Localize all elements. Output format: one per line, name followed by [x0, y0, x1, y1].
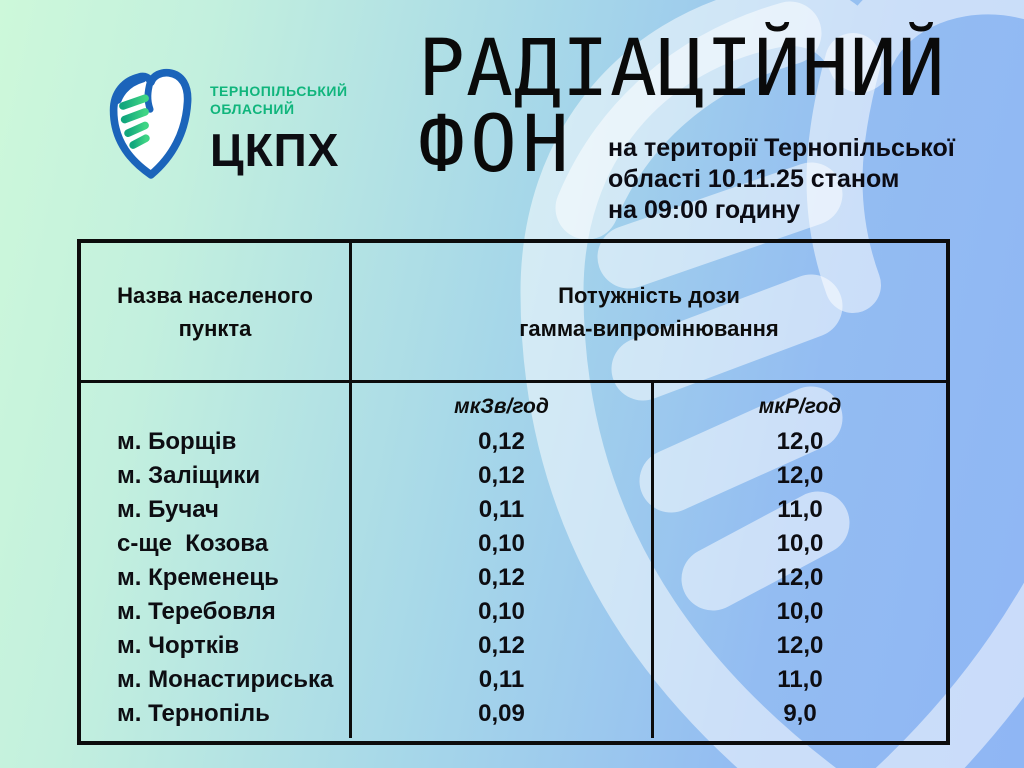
org-name-line2: ОБЛАСНИЙ — [210, 101, 295, 117]
ur-value: 12,0 — [776, 428, 824, 455]
city-name: м. Монастириська — [117, 666, 334, 693]
usv-value: 0,10 — [478, 530, 525, 557]
city-column-header — [81, 243, 352, 380]
org-logo — [100, 66, 348, 185]
page-subtitle — [608, 133, 955, 226]
dose-column-header — [352, 243, 946, 380]
org-logo-shield-icon — [100, 66, 202, 185]
city-name: м. Заліщики — [117, 462, 261, 489]
usv-value: 0,12 — [478, 632, 525, 659]
city-name: м. Чортків — [117, 632, 240, 659]
usv-value: 0,12 — [478, 462, 525, 489]
city-unit-spacer — [81, 383, 349, 425]
ur-value: 12,0 — [776, 564, 824, 591]
table-header-row — [81, 243, 946, 383]
city-header-line1: Назва населеного — [117, 282, 313, 308]
city-name: с-ще Козова — [117, 530, 269, 557]
org-name-line1: ТЕРНОПІЛЬСЬКИЙ — [210, 83, 348, 99]
city-name: м. Борщів — [117, 428, 237, 455]
usv-value: 0,12 — [478, 564, 525, 591]
city-name: м. Теребовля — [117, 598, 276, 625]
ur-unit-label: мкР/год — [758, 395, 842, 418]
usv-value: 0,09 — [478, 700, 525, 727]
usv-unit-label: мкЗв/год — [454, 395, 549, 418]
dose-header-line2: гамма-випромінювання — [519, 315, 779, 341]
city-name: м. Тернопіль — [117, 700, 270, 727]
dose-header-line1: Потужність дози — [558, 282, 740, 308]
city-column-cells — [81, 383, 352, 738]
subtitle-line3: на 09:00 годину — [608, 196, 801, 224]
city-name: м. Кременець — [117, 564, 279, 591]
city-name: м. Бучач — [117, 496, 219, 523]
ur-value: 10,0 — [776, 530, 824, 557]
usv-value: 0,10 — [478, 598, 525, 625]
page-title-line1: РАДІАЦІЙНИЙ — [418, 24, 946, 114]
org-logo-text — [210, 82, 348, 185]
ur-value: 11,0 — [777, 666, 823, 693]
subtitle-line2: області 10.11.25 станом — [608, 165, 900, 193]
usv-value: 0,11 — [478, 496, 525, 523]
subtitle-line1: на території Тернопільської — [608, 134, 955, 162]
usv-value: 0,12 — [478, 428, 525, 455]
org-abbr: ЦКПХ — [210, 124, 340, 176]
ur-value: 11,0 — [777, 496, 823, 523]
ur-value: 9,0 — [783, 700, 817, 727]
ur-value: 12,0 — [776, 462, 824, 489]
radiation-table — [77, 239, 950, 745]
usv-value: 0,11 — [478, 666, 525, 693]
city-header-line2: пункта — [178, 315, 252, 341]
ur-value: 10,0 — [776, 598, 824, 625]
table-body — [81, 383, 946, 738]
ur-column-cells — [654, 383, 946, 738]
ur-value: 12,0 — [776, 632, 824, 659]
page-title-line2: ФОН — [418, 100, 574, 190]
usv-column-cells — [352, 383, 654, 738]
